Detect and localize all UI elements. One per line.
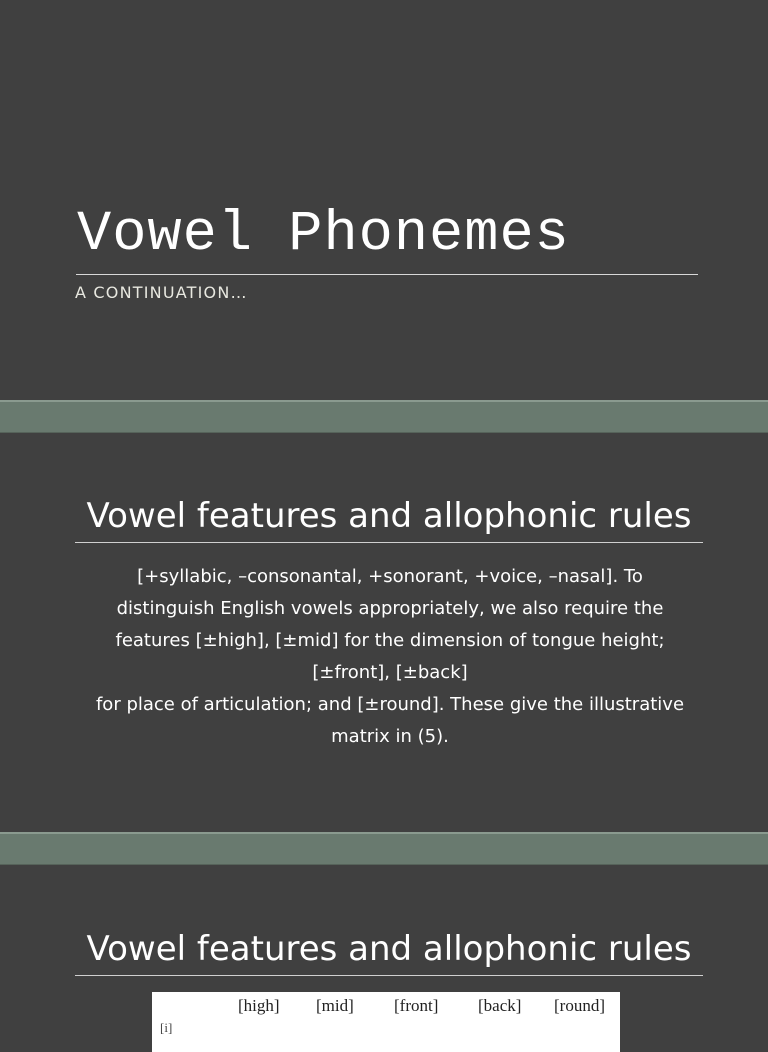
heading-divider bbox=[75, 542, 703, 543]
title-divider bbox=[76, 274, 698, 275]
body-line: [+syllabic, –consonantal, +sonorant, +voice, –nasal]. To bbox=[137, 566, 643, 587]
body-line: for place of articulation; and [±round]. These give the illustrative bbox=[95, 694, 685, 715]
slide-separator bbox=[0, 832, 768, 865]
slide-body-text bbox=[60, 561, 720, 753]
matrix-header-mid: [mid] bbox=[316, 996, 354, 1015]
matrix-slide bbox=[0, 866, 768, 1035]
slide-title: Vowel Phonemes bbox=[77, 203, 570, 267]
slide-subtitle: A CONTINUATION… bbox=[75, 283, 248, 302]
body-line: features [±high], [±mid] for the dimension of tongue height; bbox=[115, 630, 665, 651]
body-line: [±front], [±back] bbox=[312, 662, 468, 683]
heading-divider bbox=[75, 975, 703, 976]
matrix-header-back: [back] bbox=[478, 996, 522, 1015]
matrix-row-label: [i] bbox=[160, 1020, 173, 1035]
slide-separator bbox=[0, 400, 768, 433]
body-line: matrix in (5). bbox=[331, 726, 449, 747]
features-slide bbox=[0, 433, 768, 832]
title-slide bbox=[0, 0, 768, 400]
body-line: distinguish English vowels appropriately, we also require the bbox=[116, 598, 664, 619]
matrix-header-front: [front] bbox=[394, 996, 439, 1015]
slide-heading: Vowel features and allophonic rules bbox=[86, 496, 692, 536]
slide-heading: Vowel features and allophonic rules bbox=[86, 929, 692, 969]
feature-matrix-image bbox=[152, 992, 620, 1052]
matrix-header-round: [round] bbox=[554, 996, 605, 1015]
matrix-header-high: [high] bbox=[238, 996, 280, 1015]
